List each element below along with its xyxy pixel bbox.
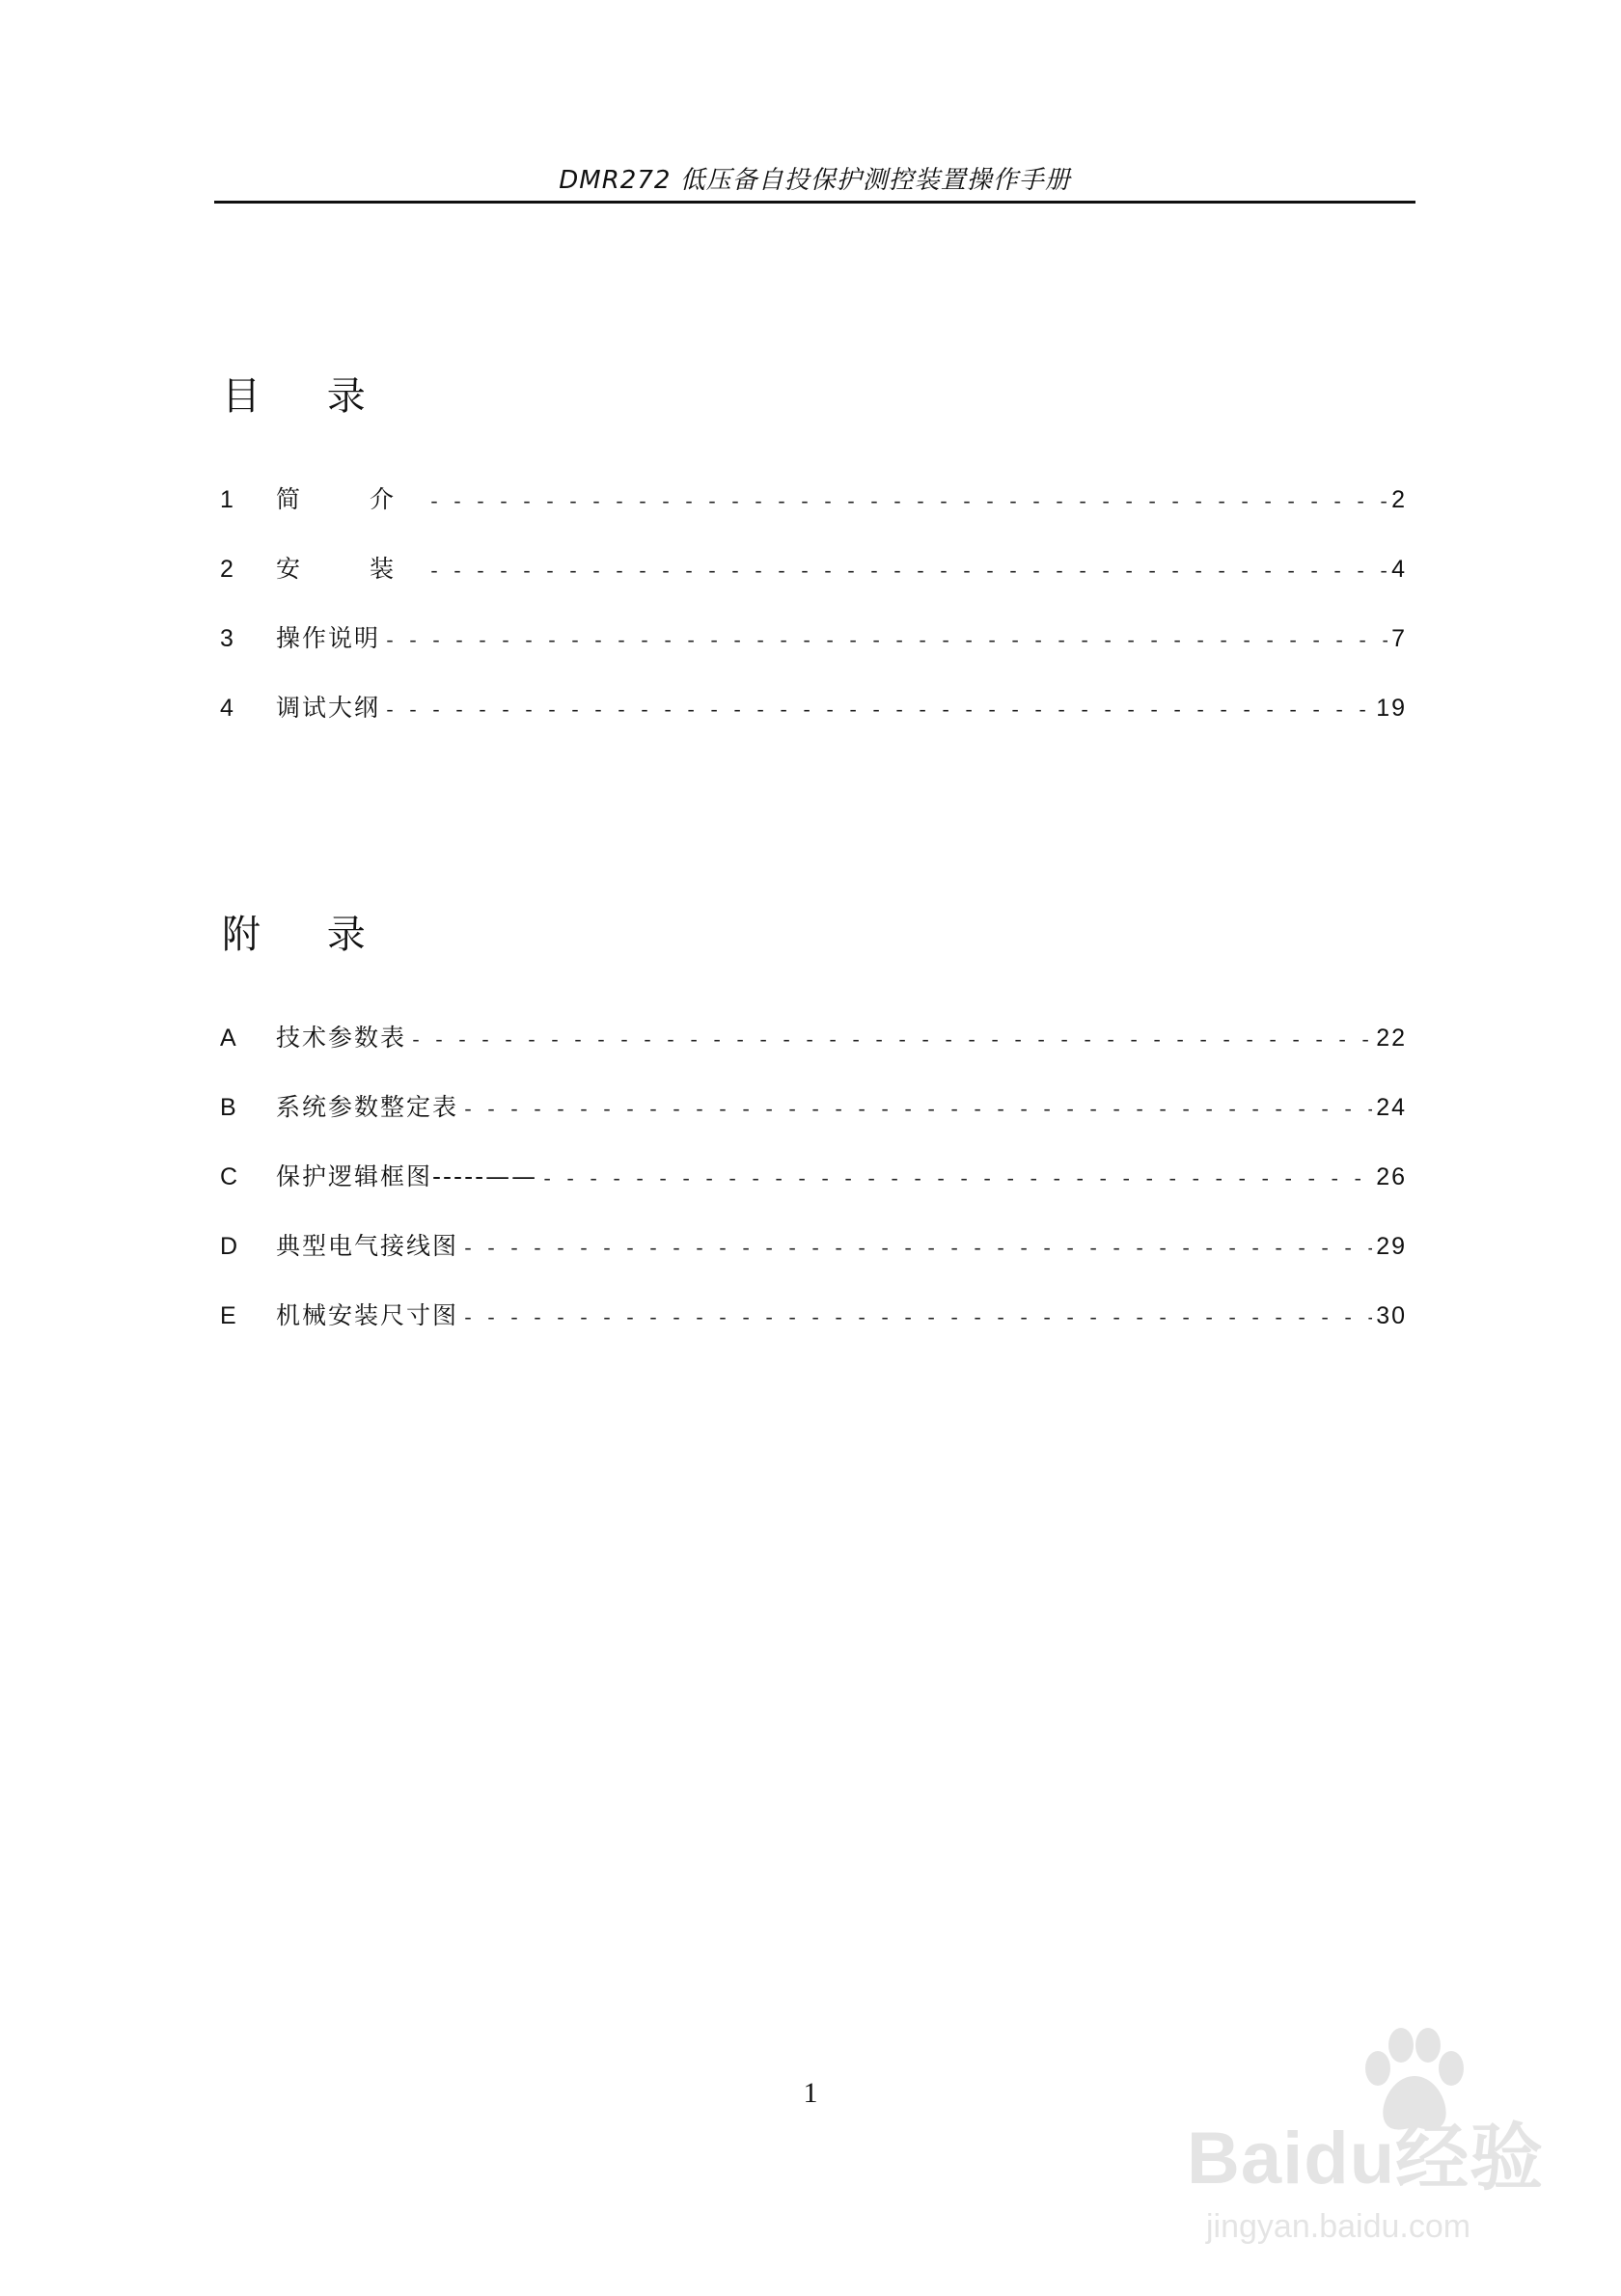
- appendix-entry-letter: B: [220, 1094, 236, 1121]
- watermark-logo-text: Baidu经验: [1187, 2118, 1545, 2200]
- baidu-jingyan-watermark: [1187, 2026, 1553, 2267]
- running-header: [214, 162, 1415, 204]
- dot-leader: [462, 1229, 1372, 1264]
- dot-leader: [462, 1298, 1372, 1333]
- dot-leader: [462, 1090, 1372, 1125]
- appendix-entry-title: 系统参数整定表: [276, 1093, 459, 1121]
- appendix-entry-title: 技术参数表: [276, 1024, 407, 1052]
- toc-entry-page: 7: [1391, 625, 1407, 652]
- toc-entry-number: 4: [220, 695, 234, 722]
- appendix-entry-page: 22: [1376, 1025, 1407, 1052]
- toc-entry-page: 2: [1391, 486, 1407, 513]
- dot-leader: [428, 552, 1387, 587]
- appendix-entry-page: 30: [1376, 1302, 1407, 1329]
- appendix-entry-page: 24: [1376, 1094, 1407, 1121]
- dot-leader: [410, 1021, 1372, 1055]
- toc-entry-number: 1: [220, 486, 234, 513]
- appendix-entry-title: 机械安装尺寸图: [276, 1301, 459, 1329]
- appendix-entry-e[interactable]: [220, 1298, 1407, 1368]
- toc-entry-title: 调试大纲: [276, 694, 381, 722]
- appendix-entry-letter: A: [220, 1025, 236, 1052]
- appendix-entry-b[interactable]: [220, 1090, 1407, 1160]
- appendix-entry-d[interactable]: [220, 1229, 1407, 1298]
- appendix-entry-page: 29: [1376, 1233, 1407, 1260]
- toc-entry-title: 操作说明: [276, 624, 381, 652]
- toc-entry-4[interactable]: [220, 691, 1407, 760]
- toc-list: [220, 482, 1407, 760]
- appendix-entry-title: 典型电气接线图: [276, 1232, 459, 1260]
- toc-entry-page: 19: [1376, 695, 1407, 722]
- toc-entry-3[interactable]: [220, 621, 1407, 691]
- toc-entry-number: 2: [220, 556, 234, 583]
- dot-leader: [384, 621, 1387, 656]
- watermark-url: jingyan.baidu.com: [1206, 2208, 1471, 2245]
- toc-entry-page: 4: [1391, 556, 1407, 583]
- appendix-entry-c[interactable]: [220, 1160, 1407, 1229]
- toc-entry-number: 3: [220, 625, 234, 652]
- toc-entry-1[interactable]: [220, 482, 1407, 552]
- appendix-entry-page: 26: [1376, 1163, 1407, 1190]
- dot-leader: [541, 1160, 1372, 1194]
- toc-heading: 目 录: [222, 374, 393, 420]
- dot-leader: [428, 482, 1387, 517]
- appendix-entry-letter: D: [220, 1233, 238, 1260]
- appendix-heading: 附 录: [222, 913, 393, 958]
- dot-leader: [384, 691, 1372, 725]
- manual-title: DMR272 低压备自投保护测控装置操作手册: [559, 166, 1071, 195]
- toc-entry-title: 安 装: [276, 555, 425, 583]
- appendix-entry-letter: E: [220, 1302, 236, 1329]
- appendix-entry-letter: C: [220, 1163, 238, 1190]
- appendix-entry-title: 保护逻辑框图-----——: [276, 1162, 538, 1190]
- page-number: 1: [803, 2077, 818, 2109]
- toc-entry-2[interactable]: [220, 552, 1407, 621]
- appendix-list: [220, 1021, 1407, 1368]
- appendix-entry-a[interactable]: [220, 1021, 1407, 1090]
- toc-entry-title: 简 介: [276, 485, 425, 513]
